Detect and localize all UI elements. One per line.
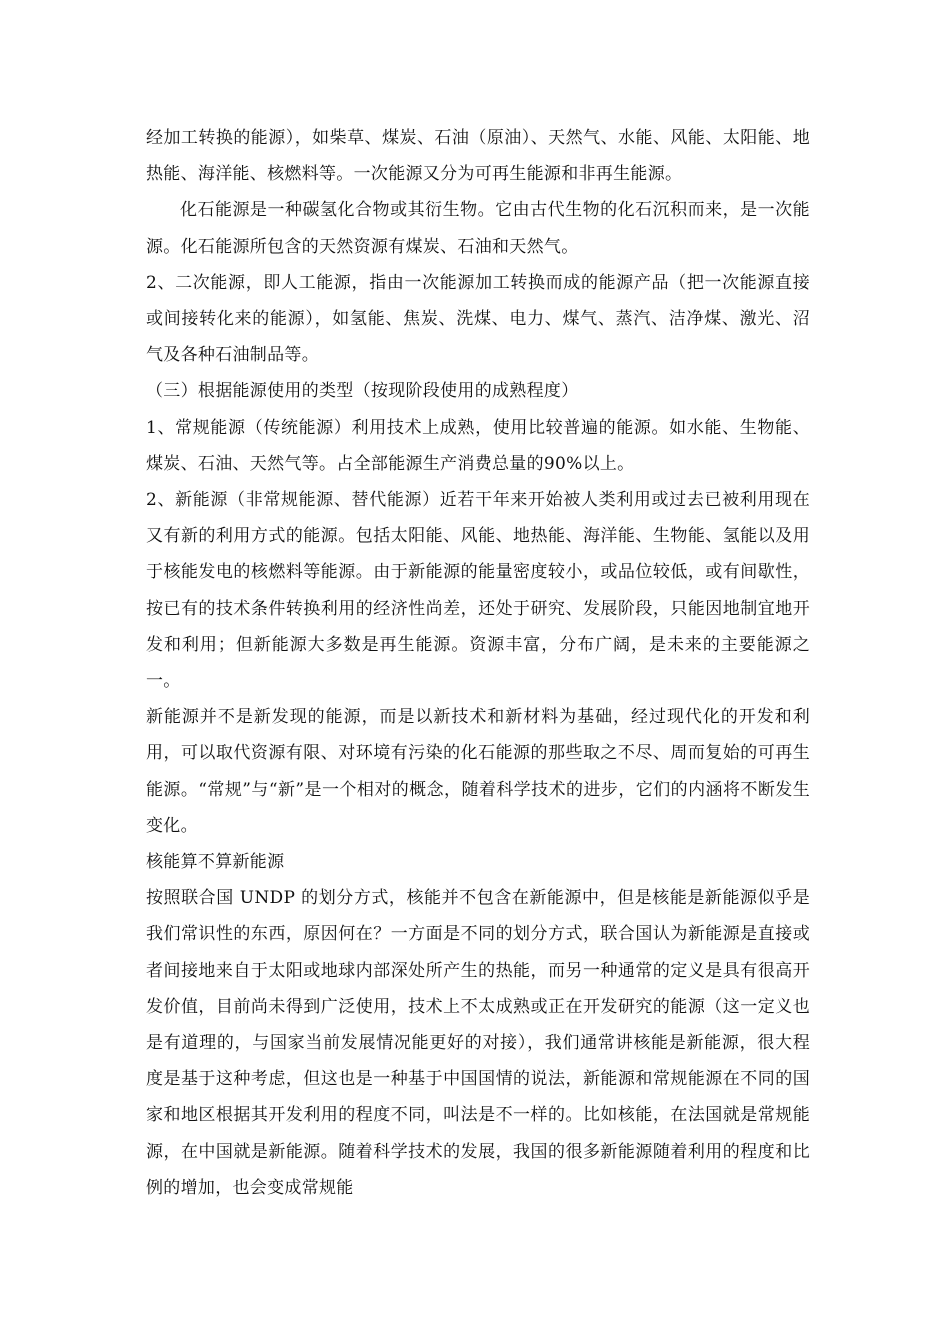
paragraph-secondary-energy: 2、二次能源，即人工能源，指由一次能源加工转换而成的能源产品（把一次能源直接或间接转化来的能源），如氢能、焦炭、洗煤、电力、煤气、蒸汽、洁净煤、激光、沼气及各种石油制品等。 [146,272,810,366]
paragraph-fossil-energy: 化石能源是一种碳氢化合物或其衍生物。它由古代生物的化石沉积而来，是一次能源。化石能源所包含的天然资源有煤炭、石油和天然气。 [146,200,810,257]
paragraph-new-energy-definition: 新能源并不是新发现的能源，而是以新技术和新材料为基础，经过现代化的开发和利用，可以取代资源有限、对环境有污染的化石能源的那些取之不尽、周而复始的可再生能源。“常规”与“新”是一个相对的概念，随着科学技术的进步，它们的内涵将不断发生变化。 [146,707,810,836]
document-body [146,120,810,1206]
paragraph-nuclear-energy: 按照联合国 UNDP 的划分方式，核能并不包含在新能源中，但是核能是新能源似乎是我们常识性的东西，原因何在？一方面是不同的划分方式，联合国认为新能源是直接或者间接地来自于太阳或地球内部深处所产生的热能，而另一种通常的定义是具有很高开发价值，目前尚未得到广泛使用，技术上不太成熟或正在开发研究的能源（这一定义也是有道理的，与国家当前发展情况能更好的对接），我们通常讲核能是新能源，很大程度是基于这种考虑，但这也是一种基于中国国情的说法，新能源和常规能源在不同的国家和地区根据其开发利用的程度不同，叫法是不一样的。比如核能，在法国就是常规能源，在中国就是新能源。随着科学技术的发展，我国的很多新能源随着利用的程度和比例的增加，也会变成常规能 [146,888,810,1198]
paragraph-primary-energy-examples: 经加工转换的能源），如柴草、煤炭、石油（原油）、天然气、水能、风能、太阳能、地热能、海洋能、核燃料等。一次能源又分为可再生能源和非再生能源。 [146,128,810,185]
paragraph-new-energy: 2、新能源（非常规能源、替代能源）近若干年来开始被人类利用或过去已被利用现在又有新的利用方式的能源。包括太阳能、风能、地热能、海洋能、生物能、氢能以及用于核能发电的核燃料等能源。由于新能源的能量密度较小，或品位较低，或有间歇性，按已有的技术条件转换利用的经济性尚差，还处于研究、发展阶段，只能因地制宜地开发和利用；但新能源大多数是再生能源。资源丰富，分布广阔，是未来的主要能源之一。 [146,490,810,692]
subheading-nuclear-energy: 核能算不算新能源 [146,852,285,873]
paragraph-conventional-energy: 1、常规能源（传统能源）利用技术上成熟，使用比较普遍的能源。如水能、生物能、煤炭、石油、天然气等。占全部能源生产消费总量的90%以上。 [146,417,810,474]
section-heading-usage-type: （三）根据能源使用的类型（按现阶段使用的成熟程度） [146,381,579,402]
